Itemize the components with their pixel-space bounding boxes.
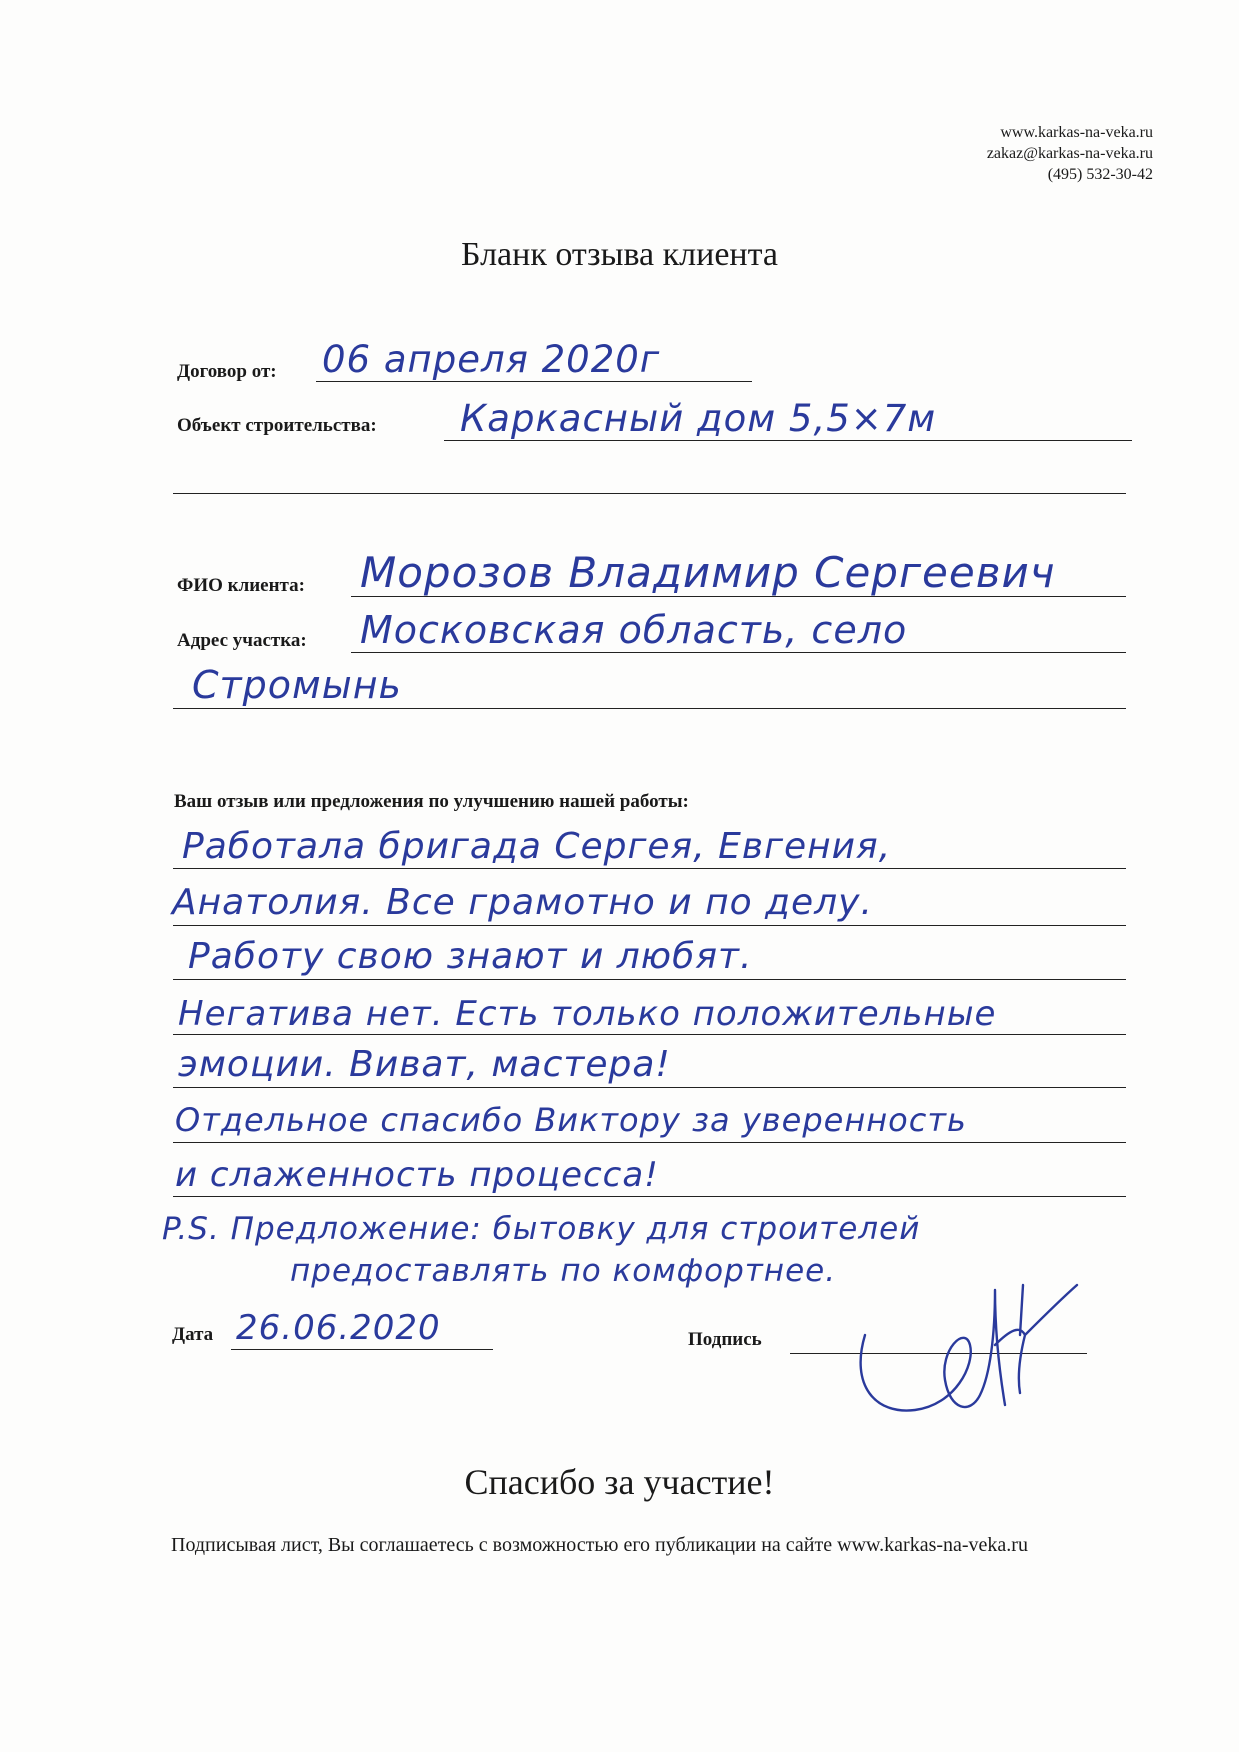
- ps-text-2: предоставлять по комфортнее.: [290, 1253, 837, 1289]
- feedback-text-7: и слаженность процесса!: [175, 1155, 659, 1195]
- company-email: zakaz@karkas-na-veka.ru: [986, 145, 1153, 162]
- address-label: Адрес участка:: [177, 630, 307, 651]
- date-label: Дата: [172, 1324, 214, 1345]
- object-label: Объект строительства:: [177, 415, 377, 436]
- feedback-text-4: Негатива нет. Есть только положительные: [178, 994, 997, 1034]
- feedback-label: Ваш отзыв или предложения по улучшению нашей работы:: [174, 791, 689, 812]
- feedback-line-4: [173, 1034, 1126, 1035]
- feedback-line-5: [173, 1087, 1126, 1088]
- client-label: ФИО клиента:: [177, 575, 305, 596]
- object-extra-line: [173, 493, 1126, 494]
- address-extra-line: [173, 708, 1126, 709]
- client-value: Морозов Владимир Сергеевич: [360, 548, 1056, 597]
- feedback-text-3: Работу свою знают и любят.: [188, 936, 753, 977]
- company-website: www.karkas-na-veka.ru: [1000, 124, 1153, 141]
- feedback-line-3: [173, 979, 1126, 980]
- address-value-line2: Стромынь: [192, 663, 402, 707]
- date-value: 26.06.2020: [236, 1308, 441, 1348]
- feedback-line-7: [173, 1196, 1126, 1197]
- thanks-text: Спасибо за участие!: [464, 1462, 775, 1502]
- handwritten-signature: [845, 1275, 1125, 1425]
- feedback-text-6: Отдельное спасибо Виктору за уверенность: [175, 1101, 967, 1139]
- object-line: [444, 440, 1132, 441]
- publication-consent: Подписывая лист, Вы соглашаетесь с возможностью его публикации на сайте www.karkas-na-veka.ru: [171, 1534, 1028, 1556]
- feedback-line-2: [173, 925, 1126, 926]
- company-contacts: [987, 122, 1153, 185]
- contract-line: [316, 381, 752, 382]
- address-value-line1: Московская область, село: [360, 608, 908, 652]
- form-title: Бланк отзыва клиента: [461, 236, 778, 273]
- company-phone: (495) 532-30-42: [1047, 166, 1153, 183]
- ps-text-1: P.S. Предложение: бытовку для строителей: [162, 1211, 921, 1247]
- contract-label: Договор от:: [177, 361, 277, 382]
- address-line: [351, 652, 1126, 653]
- feedback-text-2: Анатолия. Все грамотно и по делу.: [172, 882, 873, 923]
- feedback-line-6: [173, 1142, 1126, 1143]
- feedback-text-1: Работала бригада Сергея, Евгения,: [182, 826, 892, 867]
- contract-value: 06 апреля 2020г: [322, 338, 661, 381]
- signature-label: Подпись: [688, 1329, 762, 1350]
- feedback-text-5: эмоции. Виват, мастера!: [178, 1044, 671, 1085]
- feedback-line-1: [173, 868, 1126, 869]
- object-value: Каркасный дом 5,5×7м: [460, 397, 937, 440]
- date-line: [231, 1349, 493, 1350]
